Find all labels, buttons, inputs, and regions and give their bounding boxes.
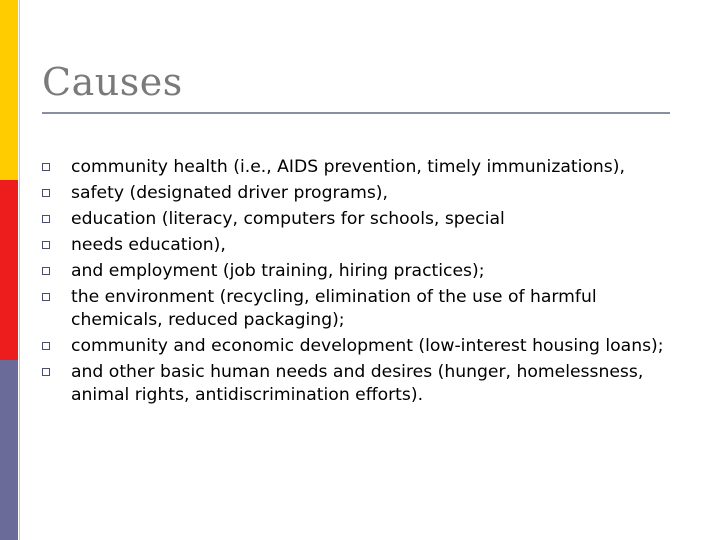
bullet-text: and other basic human needs and desires (hunger, homelessness, animal rights, antidiscrimination efforts). <box>71 362 644 405</box>
side-divider-line <box>19 0 20 540</box>
side-bar-slate-segment <box>0 360 18 540</box>
hollow-square-bullet-icon <box>42 368 50 376</box>
side-bar-red-segment <box>0 180 18 360</box>
bullet-item <box>40 361 690 407</box>
bullet-text: the environment (recycling, elimination of the use of harmful chemicals, reduced packaging); <box>71 287 597 330</box>
bullet-item <box>40 182 690 205</box>
slide-title: Causes <box>42 60 183 104</box>
side-bar-yellow-segment <box>0 0 18 180</box>
bullet-text: safety (designated driver programs), <box>71 183 388 203</box>
bullet-text: and employment (job training, hiring practices); <box>71 261 485 281</box>
bullet-item <box>40 234 690 257</box>
bullet-text: education (literacy, computers for schools, special <box>71 209 505 229</box>
bullet-item <box>40 208 690 231</box>
bullet-text: needs education), <box>71 235 226 255</box>
hollow-square-bullet-icon <box>42 342 50 350</box>
bullet-text: community and economic development (low-interest housing loans); <box>71 336 664 356</box>
bullet-text: community health (i.e., AIDS prevention, timely immunizations), <box>71 157 625 177</box>
bullet-item <box>40 286 690 332</box>
bullet-item <box>40 156 690 179</box>
hollow-square-bullet-icon <box>42 293 50 301</box>
hollow-square-bullet-icon <box>42 267 50 275</box>
bullet-item <box>40 260 690 283</box>
side-color-bar <box>0 0 18 540</box>
bullet-list <box>40 156 690 410</box>
bullet-item <box>40 335 690 358</box>
hollow-square-bullet-icon <box>42 189 50 197</box>
hollow-square-bullet-icon <box>42 241 50 249</box>
title-underline-rule <box>42 112 670 114</box>
hollow-square-bullet-icon <box>42 163 50 171</box>
hollow-square-bullet-icon <box>42 215 50 223</box>
